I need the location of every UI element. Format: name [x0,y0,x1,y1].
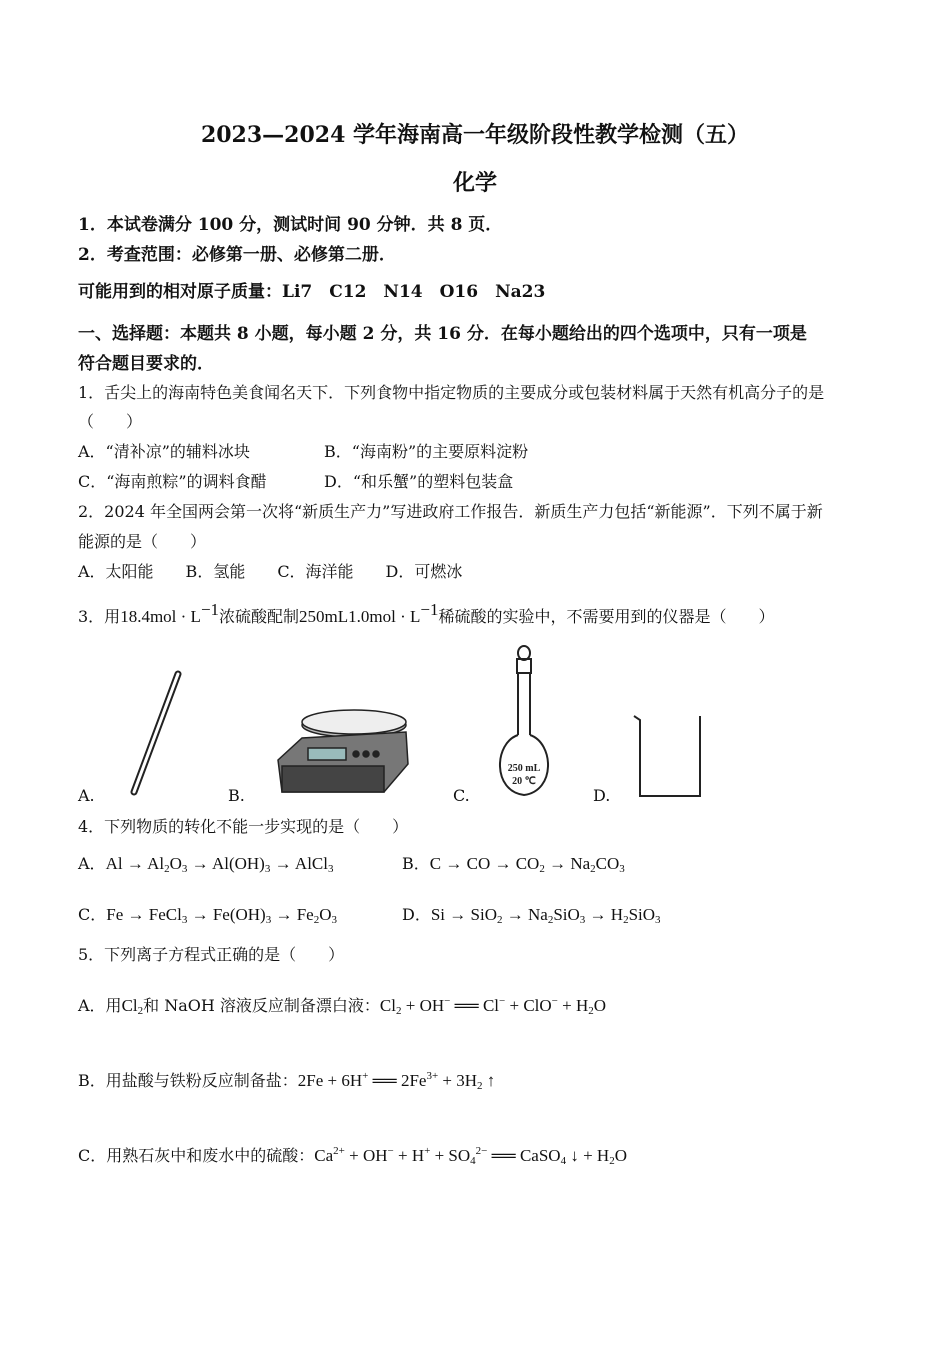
q1-option-a[interactable]: A．“清补凉”的辅料冰块 [78,442,250,461]
q1-option-b[interactable]: B．“海南粉”的主要原料淀粉 [324,442,529,461]
glass-rod-icon [134,674,178,792]
q1-stem-line1: 1．舌尖上的海南特色美食闻名天下．下列食物中指定物质的主要成分或包装材料属于天然有机高分子的是 [78,383,825,402]
note-2: 2．考查范围：必修第一册、必修第二册． [78,245,396,265]
q4-opt-a-formula: $Al \to Al_2O_3 \to Al(OH)_3$ → AlCl$_3$ [105,854,334,875]
beaker-image [630,712,710,802]
q3-prefix: 3．用 [78,607,121,626]
flask-label-volume: 250 mL [507,763,541,774]
section-heading-line2: 符合题目要求的． [78,354,214,374]
q1-option-c[interactable]: C．“海南煎粽”的调料食醋 [78,472,267,491]
q5-opt-a-cl2: $Cl_2$ [121,996,144,1017]
q4-opt-c-label: C． [78,905,107,924]
q3-label-a[interactable]: A. [78,786,95,805]
q2-options[interactable]: A．太阳能 B．氢能 C．海洋能 D．可燃冰 [78,562,463,581]
q4-opt-c-formula: Fe → FeCl$_3$ → $Fe(OH)_3 \to Fe_2O_3$ [106,905,337,926]
q3-label-c[interactable]: C. [453,786,470,805]
q5-opt-b-equation: 2Fe + 6H+ ══ $2Fe^{3+} + 3H_2$ ↑ [297,1070,496,1092]
q5-stem: 5．下列离子方程式正确的是（ ） [78,945,345,964]
q4-option-a[interactable] [78,851,333,875]
q3-suffix: 稀硫酸的实验中，不需要用到的仪器是（ ） [438,607,775,626]
q4-opt-d-formula: $Si \to SiO_2 \to Na_2SiO_3 \to H_2SiO_3$ [430,905,661,926]
q4-opt-d-label: D． [402,905,431,924]
balance-image [272,700,412,800]
q5-opt-c-equation: $Ca^{2+} + OH^- + H^+ + SO_4^{2-}$ ══ CaSO$_4$ ↓ + $H_2O$ [314,1145,627,1167]
flask-label-temp: 20 ℃ [512,776,536,787]
q3-exp2: −1 [420,600,439,619]
q3-vol: 250mL1.0mol · L [299,607,421,626]
q5-option-b[interactable] [78,1068,495,1092]
q5-option-a[interactable] [78,993,606,1017]
subject-title: 化学 [452,170,497,196]
exam-title: 2023—2024 学年海南高一年级阶段性教学检测（五） [200,122,750,148]
glass-rod-image [120,668,190,798]
q5-opt-a-mid: 和 NaOH 溶液反应制备漂白液： [143,996,380,1015]
q4-option-c[interactable] [78,902,337,926]
q4-option-b[interactable] [402,851,625,875]
q2-stem-line2: 能源的是（ ） [78,532,207,551]
q5-option-c[interactable] [78,1143,627,1167]
q4-stem: 4．下列物质的转化不能一步实现的是（ ） [78,817,409,836]
q4-opt-b-formula: C → CO → $CO_2 \to Na_2CO_3$ [429,854,625,875]
q1-stem-line2: （ ） [78,412,143,431]
q3-label-b[interactable]: B. [228,786,245,805]
q3-stem [78,600,775,627]
q4-opt-b-label: B． [402,854,430,873]
section-heading-line1: 一、选择题：本题共 8 小题，每小题 2 分，共 16 分．在每小题给出的四个选项中，只有一项是 [78,324,807,344]
volumetric-flask-image [490,643,560,801]
q4-opt-a-label: A． [78,854,106,873]
q3-conc1: 18.4mol · L [120,607,201,626]
q1-option-d[interactable]: D．“和乐蟹”的塑料包装盒 [324,472,514,491]
atomic-mass-line: 可能用到的相对原子质量：Li7 C12 N14 O16 Na23 [78,282,546,302]
q4-option-d[interactable] [402,902,661,926]
q5-opt-a-equation: $Cl_2 + OH^-$ ══ $Cl^- + ClO^- + H_2O$ [379,995,607,1017]
q3-mid: 浓硫酸配制 [219,607,300,626]
q5-opt-a-label: A．用 [78,996,122,1015]
q3-exp1: −1 [200,600,220,619]
q5-opt-b-label: B．用盐酸与铁粉反应制备盐： [78,1071,298,1090]
beaker-icon [634,716,700,796]
electronic-balance-icon [278,710,408,792]
note-1: 1．本试卷满分 100 分，测试时间 90 分钟．共 8 页． [78,215,503,235]
q5-opt-c-label: C．用熟石灰中和废水中的硫酸： [78,1146,315,1165]
q2-stem-line1: 2．2024 年全国两会第一次将“新质生产力”写进政府工作报告．新质生产力包括“新能源”．下列不属于新 [78,502,823,521]
q3-label-d[interactable]: D. [593,786,611,805]
